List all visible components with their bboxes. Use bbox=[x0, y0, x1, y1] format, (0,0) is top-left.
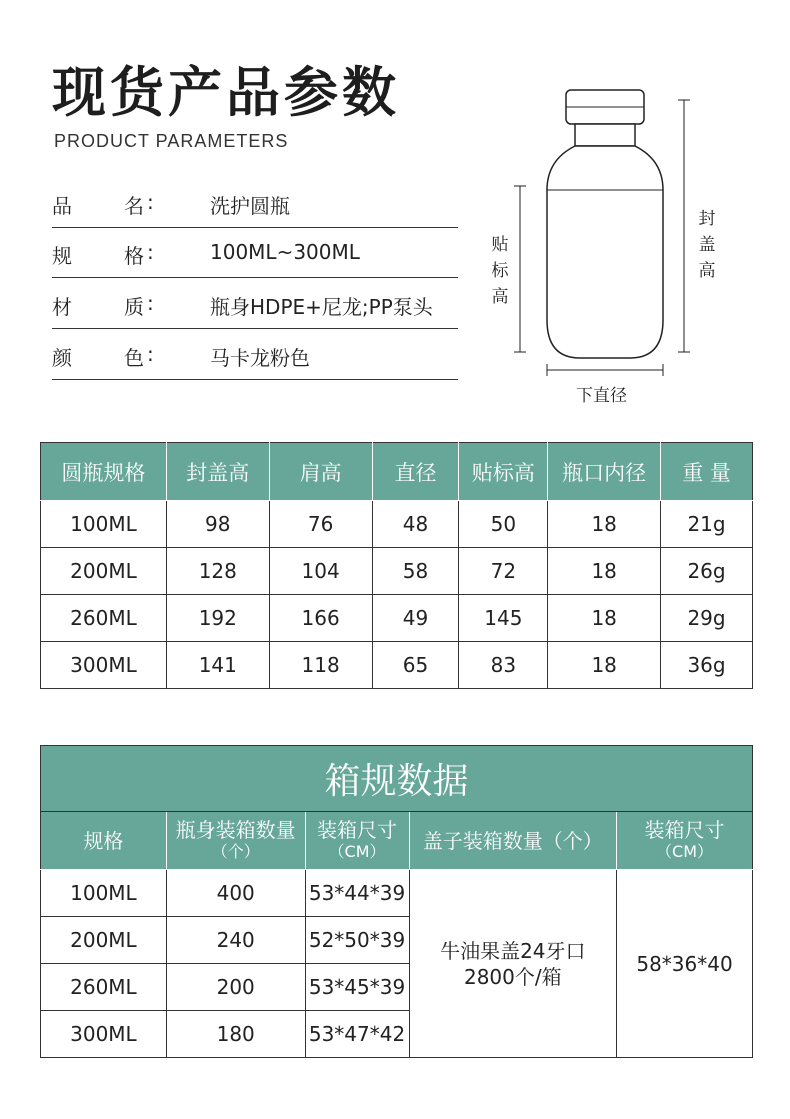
spec-value: 100ML~300ML bbox=[210, 240, 360, 264]
label-height-label bbox=[490, 232, 510, 310]
table-header-row bbox=[41, 443, 753, 501]
table-row bbox=[41, 501, 753, 548]
cap-packing-line1: 牛油果盖24牙口 bbox=[440, 938, 586, 963]
table-row bbox=[41, 548, 753, 595]
label-char: 贴 bbox=[491, 235, 509, 255]
table-cell: 49 bbox=[372, 595, 459, 642]
table-row bbox=[41, 595, 753, 642]
col-header: 瓶口内径 bbox=[548, 443, 661, 501]
table-cell: 53*47*42 bbox=[305, 1011, 409, 1058]
table-cell: 200ML bbox=[41, 917, 167, 964]
table-cell: 26g bbox=[661, 548, 753, 595]
table-cell: 400 bbox=[166, 870, 305, 917]
spec-key-2: 色 bbox=[124, 346, 144, 370]
table-cell: 72 bbox=[459, 548, 548, 595]
col-header: 贴标高 bbox=[459, 443, 548, 501]
spec-value: 瓶身HDPE+尼龙;PP泵头 bbox=[210, 295, 433, 319]
table-cell: 166 bbox=[269, 595, 372, 642]
dimension-table bbox=[40, 442, 753, 689]
table-cell: 260ML bbox=[41, 595, 167, 642]
col-header bbox=[41, 812, 167, 870]
table-cell: 128 bbox=[166, 548, 269, 595]
packing-table-title: 箱规数据 bbox=[41, 746, 753, 812]
table-cell: 118 bbox=[269, 642, 372, 689]
spec-key-2: 名 bbox=[124, 194, 144, 218]
label-char: 高 bbox=[491, 287, 509, 307]
spec-row-material bbox=[52, 279, 458, 329]
col-header: 肩高 bbox=[269, 443, 372, 501]
label-char: 盖 bbox=[698, 235, 716, 255]
table-cell: 50 bbox=[459, 501, 548, 548]
page-subtitle: PRODUCT PARAMETERS bbox=[54, 131, 289, 151]
header-main: 装箱尺寸 bbox=[644, 817, 725, 842]
spec-value: 马卡龙粉色 bbox=[210, 346, 310, 370]
table-row bbox=[41, 642, 753, 689]
col-header: 直径 bbox=[372, 443, 459, 501]
spec-value: 洗护圆瓶 bbox=[210, 194, 290, 218]
table-cell: 104 bbox=[269, 548, 372, 595]
spec-row-size bbox=[52, 228, 458, 278]
table-cell: 65 bbox=[372, 642, 459, 689]
table-cell: 48 bbox=[372, 501, 459, 548]
header-main: 规格 bbox=[83, 828, 124, 853]
col-header bbox=[166, 812, 305, 870]
label-char: 标 bbox=[491, 261, 509, 281]
header-main: 瓶身装箱数量 bbox=[175, 817, 296, 842]
label-char: 高 bbox=[698, 261, 716, 281]
table-row bbox=[41, 870, 753, 917]
header-sub: （CM） bbox=[328, 841, 386, 861]
table-cell: 100ML bbox=[41, 870, 167, 917]
spec-key-2: 质 bbox=[124, 295, 144, 319]
header-sub: （个） bbox=[211, 841, 260, 861]
table-cell: 18 bbox=[548, 595, 661, 642]
table-cell: 192 bbox=[166, 595, 269, 642]
label-char: 封 bbox=[698, 209, 716, 229]
packing-table bbox=[40, 745, 753, 1058]
spec-row-name bbox=[52, 178, 458, 228]
table-cell: 260ML bbox=[41, 964, 167, 1011]
spec-colon: : bbox=[147, 240, 154, 264]
table-cell: 21g bbox=[661, 501, 753, 548]
col-header: 封盖高 bbox=[166, 443, 269, 501]
header-main: 盖子装箱数量（个） bbox=[422, 828, 603, 853]
table-cell: 200 bbox=[166, 964, 305, 1011]
table-cell: 100ML bbox=[41, 501, 167, 548]
table-cell: 300ML bbox=[41, 642, 167, 689]
table-cell: 200ML bbox=[41, 548, 167, 595]
header-main: 装箱尺寸 bbox=[317, 817, 398, 842]
spec-colon: : bbox=[147, 291, 154, 315]
cap-packing-cell bbox=[409, 870, 617, 1058]
spec-key-1: 颜 bbox=[52, 346, 72, 370]
page-title: 现货产品参数 bbox=[52, 61, 400, 124]
table-header-row bbox=[41, 812, 753, 870]
col-header bbox=[617, 812, 753, 870]
spec-key-2: 格 bbox=[124, 244, 144, 268]
spec-key-1: 材 bbox=[52, 295, 72, 319]
bottle-body bbox=[547, 146, 663, 358]
table-cell: 52*50*39 bbox=[305, 917, 409, 964]
col-header bbox=[409, 812, 617, 870]
table-cell: 18 bbox=[548, 642, 661, 689]
spec-colon: : bbox=[147, 190, 154, 214]
cap-box-size-cell: 58*36*40 bbox=[617, 870, 753, 1058]
header-sub: （CM） bbox=[656, 841, 714, 861]
cap-packing-line2: 2800个/箱 bbox=[463, 964, 562, 989]
table-cell: 300ML bbox=[41, 1011, 167, 1058]
table-cell: 83 bbox=[459, 642, 548, 689]
table-cell: 18 bbox=[548, 501, 661, 548]
table-cell: 58 bbox=[372, 548, 459, 595]
table-cell: 53*44*39 bbox=[305, 870, 409, 917]
table-cell: 240 bbox=[166, 917, 305, 964]
col-header bbox=[305, 812, 409, 870]
bottle-diagram bbox=[480, 80, 720, 380]
table-cell: 180 bbox=[166, 1011, 305, 1058]
table-cell: 18 bbox=[548, 548, 661, 595]
spec-key-1: 品 bbox=[52, 194, 72, 218]
table-cell: 145 bbox=[459, 595, 548, 642]
table-cell: 98 bbox=[166, 501, 269, 548]
table-cell: 76 bbox=[269, 501, 372, 548]
packing-title-row bbox=[41, 746, 753, 812]
col-header: 重 量 bbox=[661, 443, 753, 501]
table-cell: 36g bbox=[661, 642, 753, 689]
cap-height-label bbox=[697, 206, 717, 284]
spec-row-color bbox=[52, 330, 458, 380]
bottom-diameter-label: 下直径 bbox=[576, 386, 627, 406]
bottle-cap-neck bbox=[575, 124, 635, 146]
col-header: 圆瓶规格 bbox=[41, 443, 167, 501]
spec-key-1: 规 bbox=[52, 244, 72, 268]
table-cell: 141 bbox=[166, 642, 269, 689]
spec-colon: : bbox=[147, 342, 154, 366]
table-cell: 29g bbox=[661, 595, 753, 642]
table-cell: 53*45*39 bbox=[305, 964, 409, 1011]
